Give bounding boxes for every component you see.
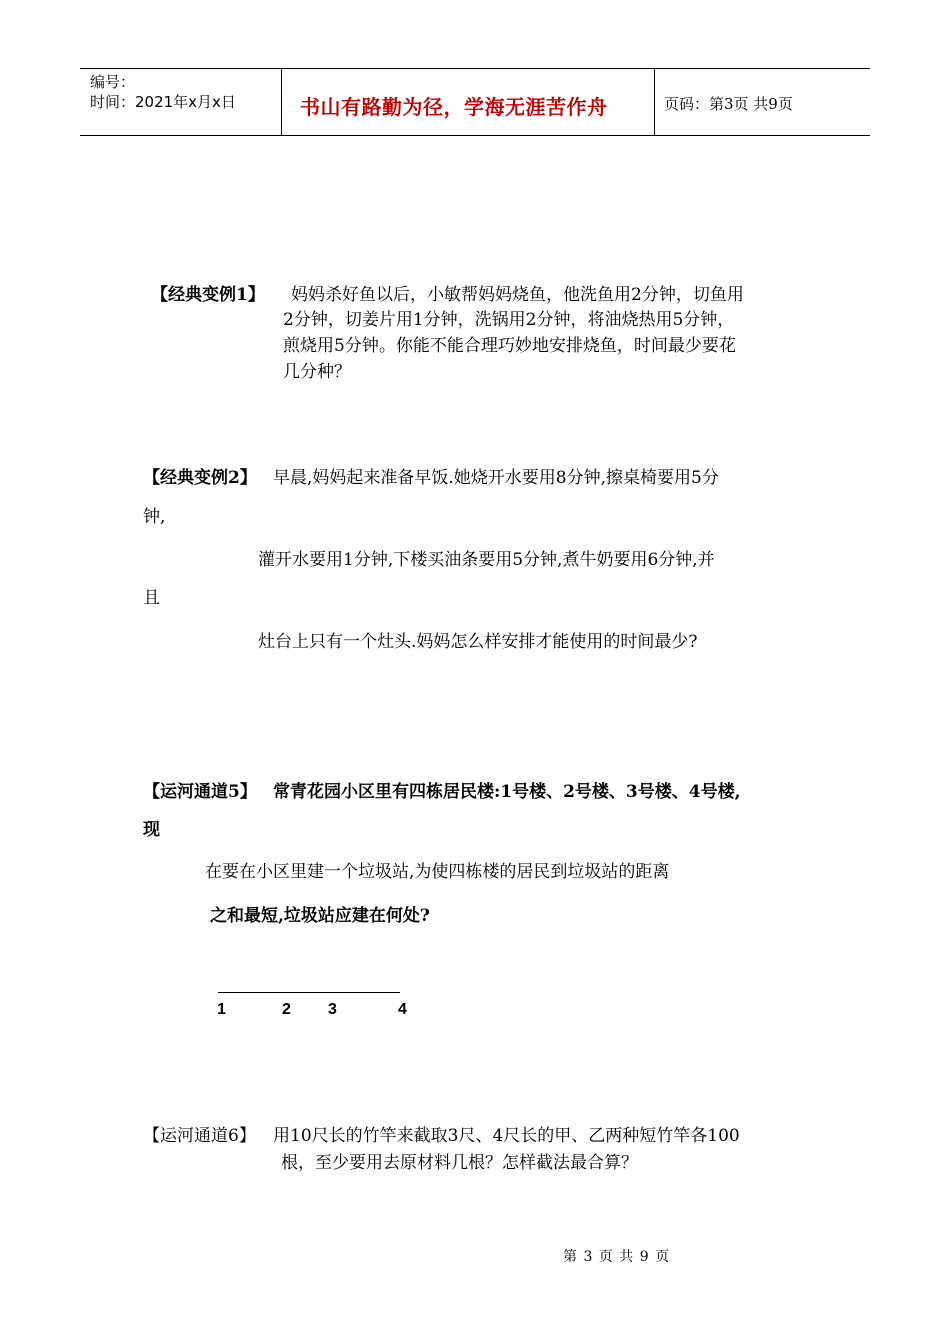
building-label-4: 4	[398, 1001, 407, 1018]
problem-line: 煎烧用5分钟。你能不能合理巧妙地安排烧鱼，时间最少要花	[283, 336, 736, 356]
problem-line: 根，至少要用去原材料几根？怎样截法最合算？	[281, 1153, 638, 1173]
building-label-2: 2	[282, 1001, 291, 1018]
problem-line: 且	[143, 588, 160, 608]
problem-line: 灌开水要用1分钟,下楼买油条要用5分钟,煮牛奶要用6分钟,并	[258, 550, 715, 570]
street-line	[218, 992, 400, 993]
document-number-label: 编号：	[90, 73, 136, 91]
building-label-1: 1	[217, 1001, 226, 1018]
problem-line: 用10尺长的竹竿来截取3尺、4尺长的甲、乙两种短竹竿各100	[273, 1126, 740, 1146]
problem-tag: 【运河通道6】	[143, 1126, 256, 1146]
problem-tag: 【经典变例2】	[143, 468, 257, 488]
problem-line: 2分钟，切姜片用1分钟，洗锅用2分钟，将油烧热用5分钟，	[283, 310, 735, 330]
header-divider-left	[281, 68, 282, 136]
problem-line: 几分种？	[283, 362, 351, 382]
problem-line: 钟,	[143, 507, 166, 527]
header-divider-right	[654, 68, 655, 136]
problem-line: 妈妈杀好鱼以后，小敏帮妈妈烧鱼，他洗鱼用2分钟，切鱼用	[291, 285, 744, 305]
header-bottom-rule	[80, 135, 870, 136]
document-date-label: 时间：2021年x月x日	[90, 93, 236, 111]
problem-line: 常青花园小区里有四栋居民楼:1号楼、2号楼、3号楼、4号楼,	[273, 782, 741, 802]
problem-line: 现	[143, 820, 160, 840]
problem-tag: 【经典变例1】	[151, 285, 265, 305]
problem-tag: 【运河通道5】	[143, 782, 257, 802]
page-footer: 第 3 页 共 9 页	[563, 1249, 671, 1265]
problem-line: 早晨,妈妈起来准备早饭.她烧开水要用8分钟,擦桌椅要用5分	[273, 468, 719, 488]
header-motto: 书山有路勤为径，学海无涯苦作舟	[300, 95, 608, 119]
problem-line: 灶台上只有一个灶头.妈妈怎么样安排才能使用的时间最少?	[258, 632, 698, 652]
page-info: 页码：第3页 共9页	[664, 95, 793, 113]
building-label-3: 3	[328, 1001, 337, 1018]
problem-line: 之和最短,垃圾站应建在何处?	[210, 906, 430, 926]
header-top-rule	[80, 68, 870, 69]
problem-line: 在要在小区里建一个垃圾站,为使四栋楼的居民到垃圾站的距离	[205, 862, 670, 882]
